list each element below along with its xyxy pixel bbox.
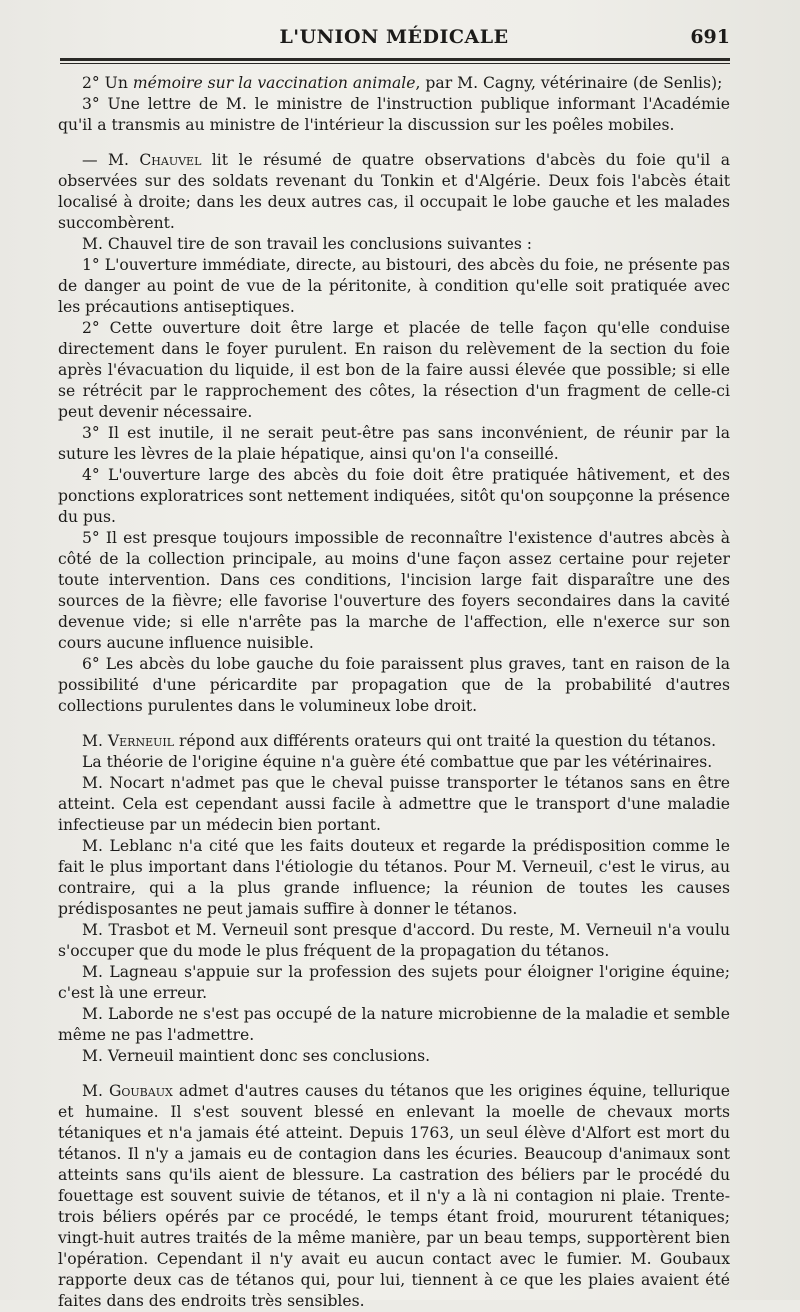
paragraph [58,752,730,773]
paragraph-text: M. Nocart n'admet pas que le cheval puisse transporter le tétanos sans en être atteint. Cela est cependant aussi facile à admettre que le transport d'une maladie infectieuse par un médecin bien portant. [58,774,730,834]
paragraph [58,528,730,654]
speaker-name: Goubaux [108,1082,173,1100]
italic-title: mémoire sur la vaccination animale [132,74,416,92]
paragraph-text: M. Laborde ne s'est pas occupé de la nature microbienne de la maladie et semble même ne pas l'admettre. [58,1005,730,1044]
paragraph-text: 3° Il est inutile, il ne serait peut-être pas sans inconvénient, de réunir par la suture les lèvres de la plaie hépatique, ainsi qu'on l'a conseillé. [58,424,730,463]
paragraph [58,1081,730,1312]
paragraph [58,150,730,234]
paragraph [58,731,730,752]
paragraph [58,1004,730,1046]
paragraph-text: M. Trasbot et M. Verneuil sont presque d'accord. Du reste, M. Verneuil n'a voulu s'occuper que du mode le plus fréquent de la propagation du tétanos. [58,921,730,960]
paragraph-text: 3° Une lettre de M. le ministre de l'instruction publique informant l'Académie qu'il a transmis au ministre de l'intérieur la discussion sur les poêles mobiles. [58,95,730,134]
paragraph-text: M. Lagneau s'appuie sur la profession des sujets pour éloigner l'origine équine; c'est là une erreur. [58,963,730,1002]
paragraph-text: 1° L'ouverture immédiate, directe, au bistouri, des abcès du foie, ne présente pas de danger au point de vue de la péritonite, à condition qu'elle soit pratiquée avec les précautions antiseptiques. [58,256,730,316]
paragraph [58,465,730,528]
paragraph [58,255,730,318]
paragraph [58,962,730,1004]
paragraph [58,1046,730,1067]
paragraph-text: , par M. Cagny, vétérinaire (de Senlis); [415,74,723,92]
paragraph-text: admet d'autres causes du tétanos que les origines équine, tellurique et humaine. Il s'est souvent blessé en enlevant la moelle de chevaux morts tétaniques et n'a jamais été atteint. Depuis 1763, un seul élève d'Alfort est mort du tétanos. Il n'y a jamais eu de contagion dans les écuries. Beaucoup d'animaux sont atteints sans qu'ils aient de blessure. La castration des béliers par le procédé du fouettage est souvent suivie de tétanos, et il n'y a là ni contagion ni plaie. Trente-trois béliers opérés par ce procédé, le temps étant froid, moururent tétaniques; vingt-huit autres traités de la même manière, par un beau temps, supportèrent bien l'opération. Cependant il n'y avait eu aucun contact avec le fumier. M. Goubaux rapporte deux cas de tétanos qui, pour lui, tiennent à ce que les plaies avaient été faites dans des endroits très sensibles. [58,1082,731,1310]
paragraph-text: 2° Un [82,74,133,92]
paragraph-text: lit le résumé de quatre observations d'abcès du foie qu'il a observées sur des soldats revenant du Tonkin et d'Algérie. Deux fois l'abcès était localisé à droite; dans les deux autres cas, il occupait le lobe gauche et les malades succombèrent. [58,151,730,232]
paragraph-text: 4° L'ouverture large des abcès du foie doit être pratiquée hâtivement, et des ponctions exploratrices sont nettement indiquées, sitôt qu'on soupçonne la présence du pus. [58,466,730,526]
paragraph [58,654,730,717]
paragraph [58,94,730,136]
article-body [58,73,730,1312]
paragraph [58,423,730,465]
paragraph-text: M. Verneuil maintient donc ses conclusions. [82,1047,431,1065]
paragraph-text: 2° Cette ouverture doit être large et placée de telle façon qu'elle conduise directement dans le foyer purulent. En raison du relèvement de la section du foie après l'évacuation du liquide, il est bon de la faire aussi élevée que possible; si elle se rétrécit par le rapprochement des côtes, la résection d'un fragment de celle-ci peut devenir nécessaire. [58,319,730,421]
paragraph-text: M. Chauvel tire de son travail les conclusions suivantes : [82,235,533,253]
paragraph [58,318,730,423]
paragraph-text: 6° Les abcès du lobe gauche du foie paraissent plus graves, tant en raison de la possibilité d'une péricardite par propagation que de la probabilité d'autres collections purulentes dans le volumineux lobe droit. [58,655,730,715]
paragraph [58,836,730,920]
paragraph-text: — M. [82,151,140,169]
speaker-name: Chauvel [139,151,202,169]
paragraph-text: M. Leblanc n'a cité que les faits douteux et regarde la prédisposition comme le fait le plus important dans l'étiologie du tétanos. Pour M. Verneuil, c'est le virus, au contraire, qui a la plus grande influence; la réunion de toutes les causes prédisposantes ne peut jamais suffire à donner le tétanos. [58,837,730,918]
paragraph [58,920,730,962]
running-title: L'UNION MÉDICALE [279,26,509,48]
paragraph-text: 5° Il est presque toujours impossible de reconnaître l'existence d'autres abcès à côté de la collection principale, au moins d'une façon assez certaine pour rejeter toute intervention. Dans ces conditions, l'incision large fait disparaître une des sources de la fièvre; elle favorise l'ouverture des foyers secondaires dans la cavité devenue vide; si elle n'arrête pas la marche de l'affection, elle n'exerce sur son cours aucune influence nuisible. [58,529,730,652]
paragraph-text: M. [82,732,108,750]
paragraph [58,73,730,94]
header-rule-thick [60,58,730,61]
paragraph-text: répond aux différents orateurs qui ont traité la question du tétanos. [174,732,717,750]
paragraph [58,773,730,836]
speaker-name: Verneuil [107,732,175,750]
paragraph-text: La théorie de l'origine équine n'a guère été combattue que par les vétérinaires. [82,753,713,771]
paragraph [58,234,730,255]
header-rule-thin [60,63,730,64]
page-header [58,26,730,56]
page-number: 691 [690,26,730,48]
paragraph-text: M. [82,1082,109,1100]
